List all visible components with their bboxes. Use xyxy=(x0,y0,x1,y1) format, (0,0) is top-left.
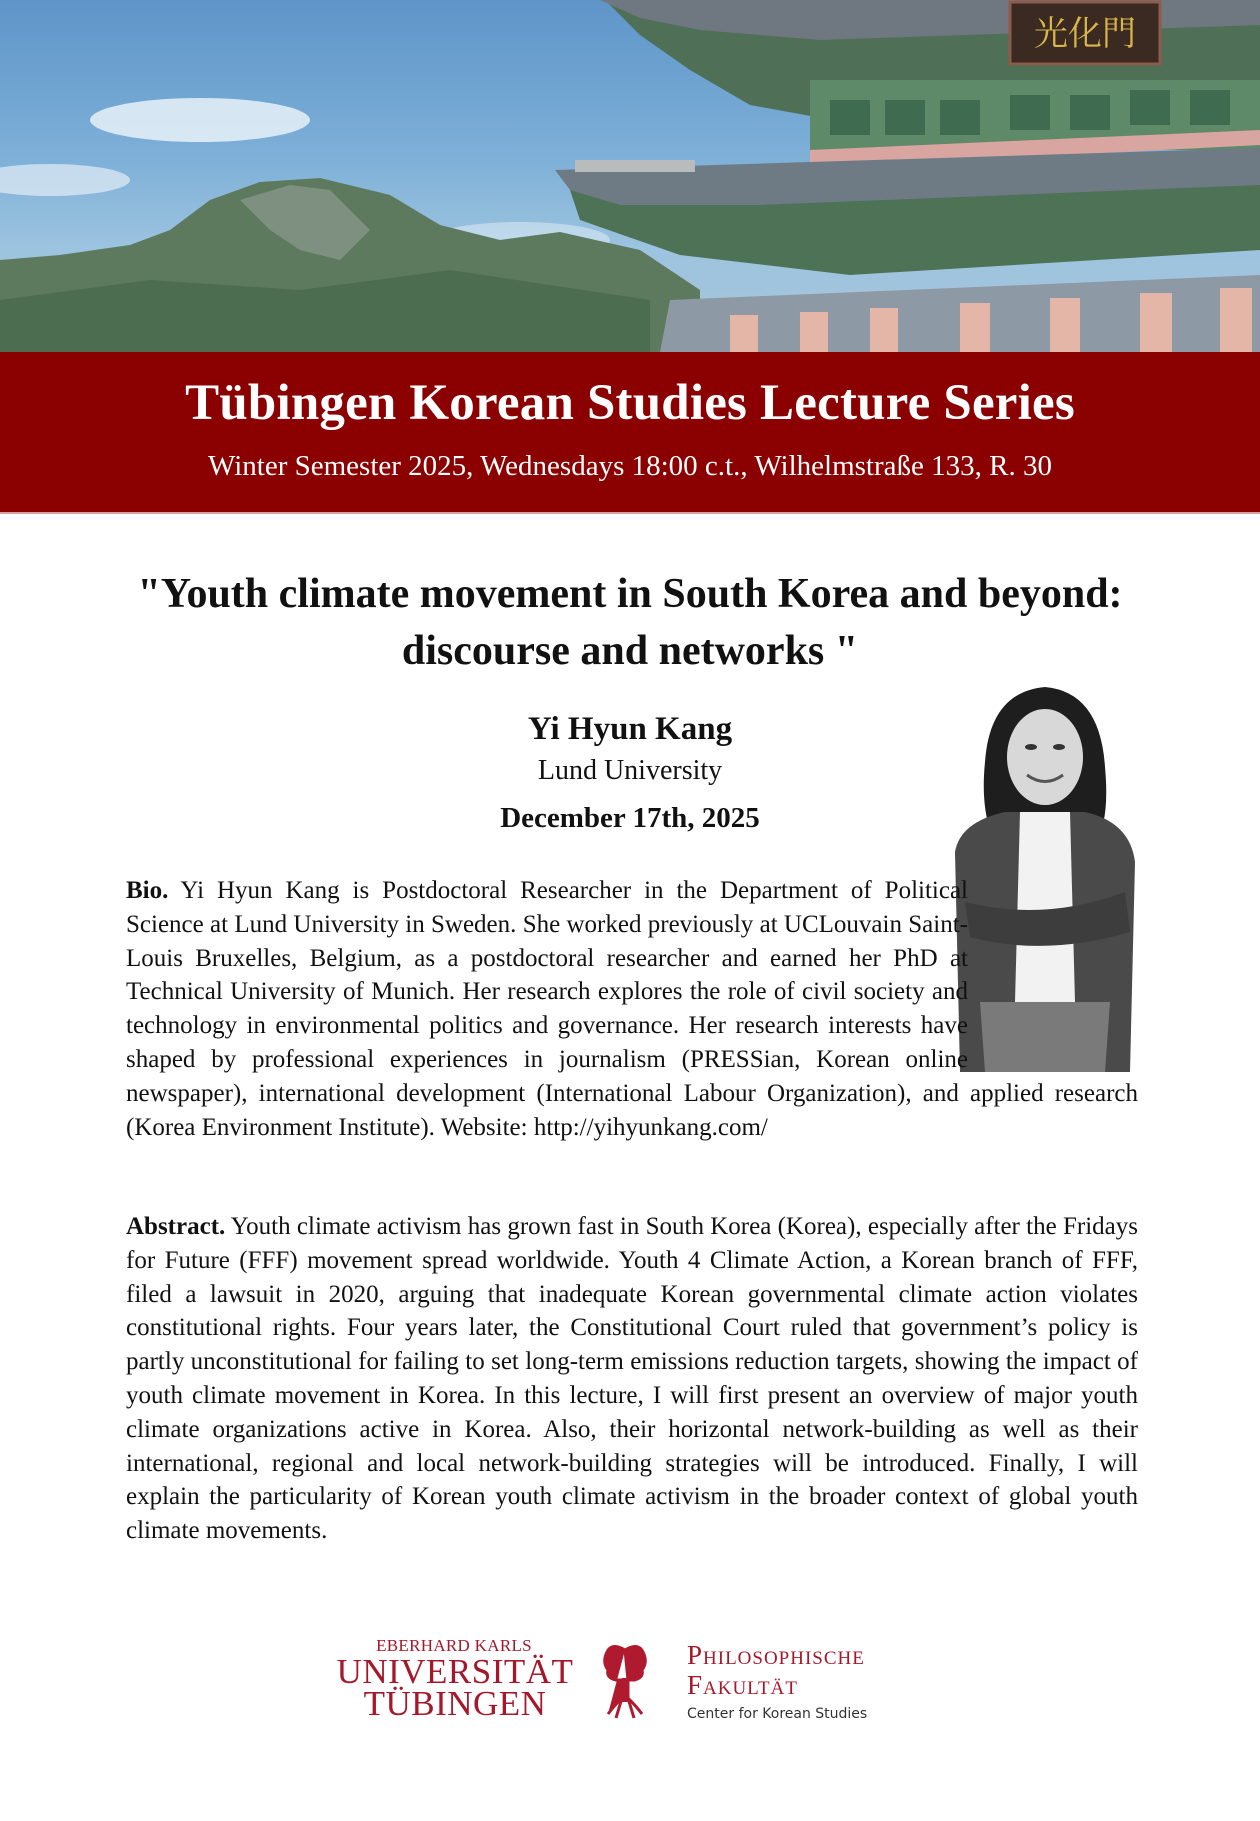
talk-title-line-1: "Youth climate movement in South Korea and beyond: xyxy=(137,571,1123,617)
roof-ridge xyxy=(575,160,695,172)
footer-logos xyxy=(330,1632,930,1732)
university-logo-small: EBERHARD KARLS xyxy=(376,1636,532,1655)
speaker-name: Yi Hyun Kang xyxy=(527,711,733,747)
series-schedule: Winter Semester 2025, Wednesdays 18:00 c.t., Wilhelmstraße 133, R. 30 xyxy=(208,450,1052,482)
faculty-name-line-1: Philosophische xyxy=(687,1640,865,1670)
gwanghwamun-illustration xyxy=(0,0,1260,352)
university-logo-line-1: UNIVERSITÄT xyxy=(336,1652,574,1691)
university-logo-line-2: TÜBINGEN xyxy=(363,1684,547,1723)
cloud xyxy=(0,164,130,196)
face xyxy=(1007,709,1083,805)
cloud xyxy=(90,98,310,142)
talk-title xyxy=(60,566,1200,680)
signboard-text: 光化門 xyxy=(1034,14,1136,54)
speaker-affiliation: Lund University xyxy=(537,755,723,786)
header-photo xyxy=(0,0,1260,352)
abstract-text: Youth climate activism has grown fast in South Korea (Korea), especially after the Fridays for Future (FFF) movement spread worldwide. Youth 4 Climate Action, a Korean branch of FFF, filed a lawsuit in 2020, arguing that inadequate Korean governmental climate action violates constitutional rights. Four years later, the Constitutional Court ruled that government’s policy is partly unconstitutional for failing to set long-term emissions reduction targets, showing the impact of youth climate movement in Korea. In this lecture, I will first present an overview of major youth climate organizations active in Korea. Also, their horizontal network-building as well as their international, regional and local network-building strategies will be introduced. Finally, I will explain the particularity of Korean youth climate activism in the broader context of global youth climate movements. xyxy=(126,1213,1138,1545)
bio-label: Bio. xyxy=(126,877,169,904)
portrait-wrap-space xyxy=(968,874,1138,1076)
talk-title-line-2: discourse and networks " xyxy=(401,628,859,674)
abstract-label: Abstract. xyxy=(126,1213,226,1240)
series-banner xyxy=(0,352,1260,514)
lecture-date: December 17th, 2025 xyxy=(500,802,760,834)
bio-paragraph xyxy=(126,874,1138,1144)
faculty-name-line-2: Fakultät xyxy=(687,1670,798,1700)
center-name: Center for Korean Studies xyxy=(687,1706,868,1722)
bio-text: Yi Hyun Kang is Postdoctoral Researcher in the Department of Political Science at Lund University in Sweden. She worked previously at UCLouvain Saint-Louis Bruxelles, Belgium, as a postdoctoral researcher and earned her PhD at Technical University of Munich. Her research explores the role of civil society and technology in environmental politics and governance. Her research interests have shaped by professional experiences in journalism (PRESSian, Korean online newspaper), international development (International Labour Organization), and applied research (Korea Environment Institute). Website: http://yihyunkang.com/ xyxy=(126,877,1138,1141)
series-title: Tübingen Korean Studies Lecture Series xyxy=(185,375,1075,431)
tree-logo-icon xyxy=(602,1640,648,1722)
abstract-paragraph xyxy=(126,1210,1138,1548)
